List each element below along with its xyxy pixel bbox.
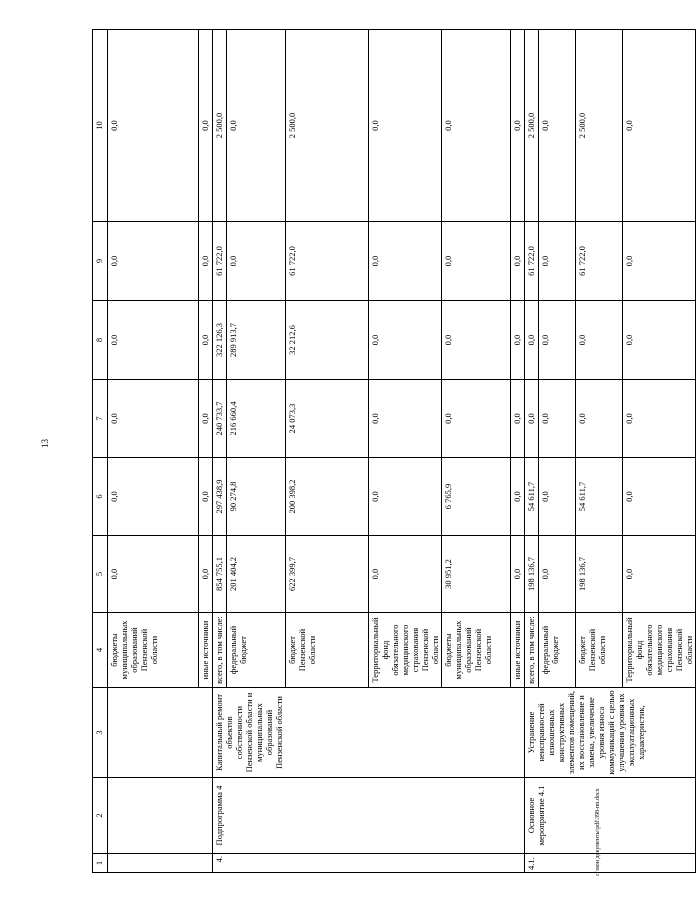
- source-cell: бюджеты муниципальных образований Пензенской области: [108, 613, 199, 688]
- value-cell: 0,0: [511, 30, 525, 222]
- value-cell: 0,0: [576, 380, 623, 458]
- value-cell: 2 500,0: [213, 30, 227, 222]
- value-cell: 0,0: [369, 458, 442, 536]
- header-cell: 10: [93, 30, 108, 222]
- cell-empty: [108, 778, 213, 854]
- footer-file-path: c:\мои документы\pdf\398-пп.docx: [595, 788, 601, 876]
- value-cell: 289 913,7: [227, 301, 286, 380]
- value-cell: 0,0: [369, 222, 442, 301]
- source-cell: Территориальный фонд обязательного медицинского страхования Пензенской области: [623, 613, 696, 688]
- value-cell: 0,0: [227, 222, 286, 301]
- source-cell: федеральный бюджет: [227, 613, 286, 688]
- header-cell: 6: [93, 458, 108, 536]
- value-cell: 0,0: [623, 380, 696, 458]
- value-cell: 0,0: [511, 301, 525, 380]
- source-cell: иные источники: [511, 613, 525, 688]
- group-name: Подпрограмма 4: [213, 778, 525, 854]
- header-cell: 8: [93, 301, 108, 380]
- value-cell: 2 500,0: [525, 30, 539, 222]
- value-cell: 0,0: [199, 380, 213, 458]
- table-row: [525, 30, 539, 873]
- value-cell: 0,0: [369, 301, 442, 380]
- value-cell: 0,0: [576, 301, 623, 380]
- source-cell: иные источники: [199, 613, 213, 688]
- value-cell: 6 765,9: [442, 458, 511, 536]
- value-cell: 0,0: [199, 30, 213, 222]
- value-cell: 2 500,0: [576, 30, 623, 222]
- value-cell: 0,0: [108, 30, 199, 222]
- value-cell: 0,0: [525, 301, 539, 380]
- value-cell: 0,0: [623, 301, 696, 380]
- group-name: Основное мероприятие 4.1: [525, 778, 696, 854]
- value-cell: 30 951,2: [442, 536, 511, 613]
- group-number: 4.1.: [525, 854, 696, 873]
- value-cell: 200 398,2: [286, 458, 369, 536]
- value-cell: 32 212,6: [286, 301, 369, 380]
- value-cell: 0,0: [539, 30, 576, 222]
- header-cell: 2: [93, 778, 108, 854]
- value-cell: 0,0: [623, 30, 696, 222]
- budget-table: [92, 29, 696, 873]
- value-cell: 0,0: [539, 301, 576, 380]
- value-cell: 0,0: [369, 30, 442, 222]
- source-cell: бюджет Пензенской области: [286, 613, 369, 688]
- value-cell: 0,0: [108, 301, 199, 380]
- value-cell: 0,0: [199, 301, 213, 380]
- value-cell: 297 438,9: [213, 458, 227, 536]
- table-row: [108, 30, 199, 873]
- source-cell: бюджет Пензенской области: [576, 613, 623, 688]
- value-cell: 0,0: [108, 458, 199, 536]
- value-cell: 0,0: [511, 458, 525, 536]
- value-cell: 0,0: [442, 222, 511, 301]
- source-cell: Территориальный фонд обязательного медицинского страхования Пензенской области: [369, 613, 442, 688]
- header-cell: 4: [93, 613, 108, 688]
- value-cell: 0,0: [369, 380, 442, 458]
- value-cell: 61 722,0: [576, 222, 623, 301]
- value-cell: 0,0: [199, 536, 213, 613]
- value-cell: 54 611,7: [576, 458, 623, 536]
- value-cell: 0,0: [199, 222, 213, 301]
- value-cell: 0,0: [108, 536, 199, 613]
- value-cell: 198 136,7: [576, 536, 623, 613]
- header-cell: 7: [93, 380, 108, 458]
- value-cell: 0,0: [369, 536, 442, 613]
- group-description: Устранение неисправностей изношенных конструктивных элементов помещений, их восстановление и замена, увеличение уровня износа коммуникаций с целью улучшения уровня их эксплуатационных характеристик,: [525, 688, 696, 778]
- header-cell: 9: [93, 222, 108, 301]
- source-cell: всего, в том числе:: [525, 613, 539, 688]
- page-number: 13: [40, 439, 50, 448]
- value-cell: 0,0: [525, 380, 539, 458]
- value-cell: 0,0: [623, 536, 696, 613]
- value-cell: 54 611,7: [525, 458, 539, 536]
- value-cell: 61 722,0: [213, 222, 227, 301]
- value-cell: 61 722,0: [525, 222, 539, 301]
- table-row: [213, 30, 227, 873]
- group-number: 4.: [213, 854, 525, 873]
- value-cell: 201 404,2: [227, 536, 286, 613]
- cell-empty: [108, 688, 213, 778]
- group-description: Капитальный ремонт объектов собственности Пензенской области и муниципальных образований Пензенской области: [213, 688, 525, 778]
- value-cell: 0,0: [539, 458, 576, 536]
- source-cell: всего, в том числе:: [213, 613, 227, 688]
- value-cell: 622 399,7: [286, 536, 369, 613]
- value-cell: 0,0: [623, 458, 696, 536]
- value-cell: 90 274,8: [227, 458, 286, 536]
- value-cell: 0,0: [199, 458, 213, 536]
- header-cell: 3: [93, 688, 108, 778]
- value-cell: 322 126,3: [213, 301, 227, 380]
- rotated-page: [92, 50, 694, 873]
- header-row: [93, 30, 108, 873]
- cell-empty: [108, 854, 213, 873]
- value-cell: 2 500,0: [286, 30, 369, 222]
- value-cell: 0,0: [511, 536, 525, 613]
- value-cell: 0,0: [442, 380, 511, 458]
- value-cell: 216 660,4: [227, 380, 286, 458]
- value-cell: 0,0: [539, 222, 576, 301]
- value-cell: 0,0: [442, 30, 511, 222]
- header-cell: 1: [93, 854, 108, 873]
- header-cell: 5: [93, 536, 108, 613]
- value-cell: 61 722,0: [286, 222, 369, 301]
- value-cell: 0,0: [108, 380, 199, 458]
- value-cell: 854 755,1: [213, 536, 227, 613]
- value-cell: 0,0: [511, 380, 525, 458]
- value-cell: 0,0: [623, 222, 696, 301]
- value-cell: 0,0: [511, 222, 525, 301]
- value-cell: 198 136,7: [525, 536, 539, 613]
- source-cell: бюджеты муниципальных образований Пензенской области: [442, 613, 511, 688]
- value-cell: 0,0: [442, 301, 511, 380]
- value-cell: 0,0: [539, 380, 576, 458]
- value-cell: 0,0: [539, 536, 576, 613]
- value-cell: 0,0: [227, 30, 286, 222]
- value-cell: 0,0: [108, 222, 199, 301]
- source-cell: федеральный бюджет: [539, 613, 576, 688]
- value-cell: 24 073,3: [286, 380, 369, 458]
- value-cell: 240 733,7: [213, 380, 227, 458]
